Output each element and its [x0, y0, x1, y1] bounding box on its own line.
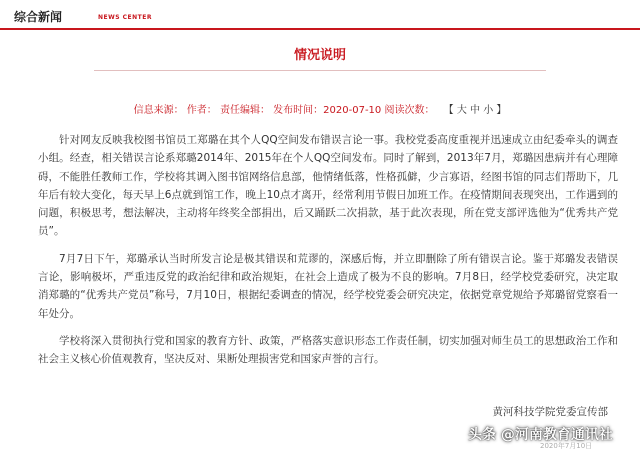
font-size-medium-link[interactable]: 中 [470, 105, 481, 116]
watermark-date: 2020年7月10日 [540, 442, 593, 450]
meta-publish-time: 发布时间：2020-07-10 [273, 105, 382, 116]
article-paragraph: 7月7日下午，郑璐承认当时所发言论是极其错误和荒谬的，深感后悔，并立即删除了所有错误言论。鉴于郑璐发表错误言论，影响极坏，严重违反党的政治纪律和政治规矩，在社会上造成了极为不良的影响。7月8日，经学校党委研究，决定取消郑璐的“优秀共产党员”称号，7月10日，根据纪委调查的情况，经学校党委会研究决定，依据党章党规给予郑璐留党察看一年处分。 [38, 252, 618, 320]
font-size-large-link[interactable]: 大 [456, 105, 467, 116]
article-body [38, 131, 618, 378]
font-size-bracket-open: 【 [443, 105, 454, 116]
meta-editor: 责任编辑： [219, 105, 270, 116]
article-paragraph: 学校将深入贯彻执行党和国家的教育方针、政策，严格落实意识形态工作责任制，切实加强对师生员工的思想政治工作和社会主义核心价值观教育，坚决反对、果断处理损害党和国家声誉的言行。 [38, 334, 618, 366]
section-subtitle: NEWS CENTER [98, 14, 152, 21]
meta-views: 阅读次数： [384, 105, 435, 116]
article-signature: 黄河科技学院党委宣传部 [492, 406, 608, 418]
article-meta [0, 101, 640, 116]
site-header [0, 0, 640, 30]
article-heading: 情况说明 [293, 48, 346, 63]
section-title[interactable]: 综合新闻 [14, 10, 63, 24]
meta-author: 作者： [186, 105, 217, 116]
font-size-bracket-close: 】 [496, 105, 507, 116]
heading-divider [94, 70, 546, 71]
font-size-small-link[interactable]: 小 [483, 105, 494, 116]
article-paragraph: 针对网友反映我校图书馆员工郑璐在其个人QQ空间发布错误言论一事。我校党委高度重视并迅速成立由纪委牵头的调查小组。经查，相关错误言论系郑璐2014年、2015年在个人QQ空间发布。同时了解到，2013年7月，郑璐因患病并有心理障碍，不能胜任教师工作，学校将其调入图书馆网络信息部，他情绪低落，性格孤僻，少言寡语，经图书馆的同志们帮助下，几年后有较大变化，每天早上6点就到馆工作，晚上10点才离开，经常利用节假日加班工作。在疫情期间表现突出，工作遇到的问题，积极思考，想法解决，主动将年终奖全部捐出，后又踊跃二次捐款，基于此次表现，所在党支部评选他为“优秀共产党员”。 [38, 134, 618, 238]
watermark-text: 头条 @河南教育通讯社 [468, 427, 613, 443]
font-size-switcher [444, 105, 507, 116]
meta-source: 信息来源： [133, 105, 184, 116]
